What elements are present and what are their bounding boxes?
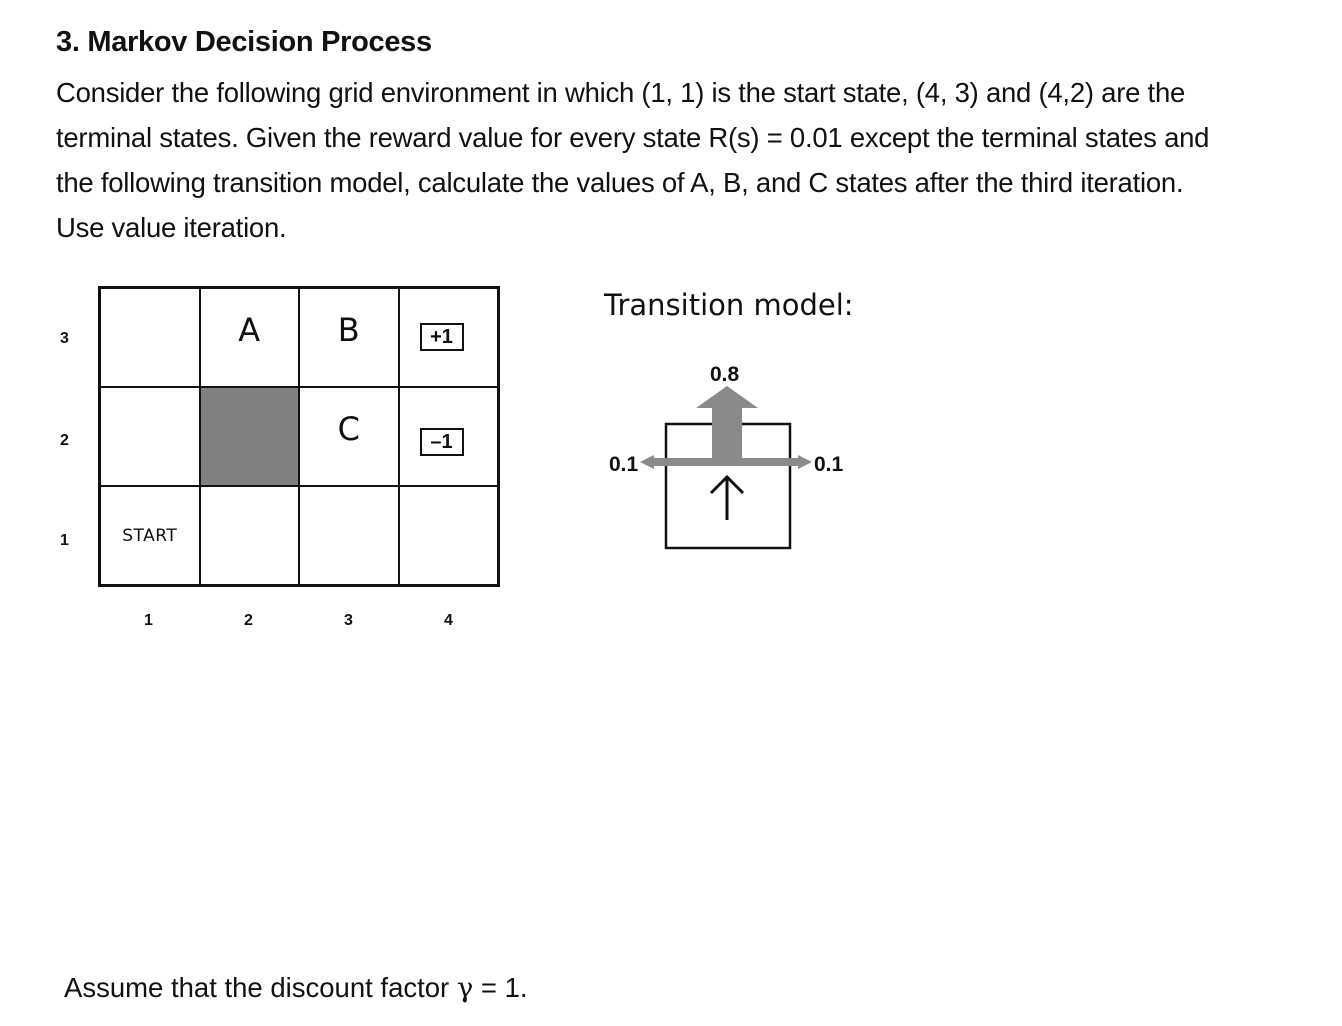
row-label: 1 xyxy=(60,532,69,549)
state-label-A: A xyxy=(238,311,261,349)
state-label-C: C xyxy=(337,410,360,448)
start-label: START xyxy=(122,525,178,546)
grid-cell-B xyxy=(299,288,399,387)
transition-model-title: Transition model: xyxy=(604,288,854,322)
column-label: 3 xyxy=(344,612,353,629)
arrow-left-icon xyxy=(640,455,654,469)
forward-arrow-shaft xyxy=(712,404,742,464)
terminal-positive: +1 xyxy=(420,323,464,351)
discount-value: = 1. xyxy=(473,972,528,1003)
grid-cell-4-1 xyxy=(399,486,499,585)
discount-text: Assume that the discount factor xyxy=(64,972,457,1003)
terminal-negative: –1 xyxy=(420,428,464,456)
grid-cell-A xyxy=(200,288,300,387)
grid-cell-wall xyxy=(200,387,300,486)
grid-world xyxy=(98,286,500,587)
state-label-B: B xyxy=(337,311,360,349)
arrow-up-icon xyxy=(696,386,758,408)
column-label: 2 xyxy=(244,612,253,629)
arrow-right-icon xyxy=(798,455,812,469)
column-label: 4 xyxy=(444,612,453,629)
prob-forward: 0.8 xyxy=(710,363,740,386)
grid-cell-terminal-neg xyxy=(399,387,499,486)
grid-cell-1-3 xyxy=(100,288,200,387)
grid-cell-start xyxy=(100,486,200,585)
question-paragraph xyxy=(56,70,1326,250)
prob-left: 0.1 xyxy=(609,453,639,476)
question-title: 3. Markov Decision Process xyxy=(56,26,432,58)
grid-cell-C xyxy=(299,387,399,486)
row-label: 3 xyxy=(60,330,69,347)
paragraph-line: the following transition model, calculate the values of A, B, and C states after the third iteration. xyxy=(56,167,1184,198)
grid-cell-2-1 xyxy=(200,486,300,585)
discount-note xyxy=(64,972,528,1004)
paragraph-line: Use value iteration. xyxy=(56,212,287,243)
row-label: 2 xyxy=(60,432,69,449)
prob-right: 0.1 xyxy=(814,453,844,476)
grid-cell-1-2 xyxy=(100,387,200,486)
grid-cell-terminal-pos xyxy=(399,288,499,387)
paragraph-line: terminal states. Given the reward value for every state R(s) = 0.01 except the terminal states and xyxy=(56,122,1210,153)
column-label: 1 xyxy=(144,612,153,629)
gamma-symbol: γ xyxy=(456,972,474,1004)
paragraph-line: Consider the following grid environment in which (1, 1) is the start state, (4, 3) and (4,2) are the xyxy=(56,77,1186,108)
grid-cell-3-1 xyxy=(299,486,399,585)
